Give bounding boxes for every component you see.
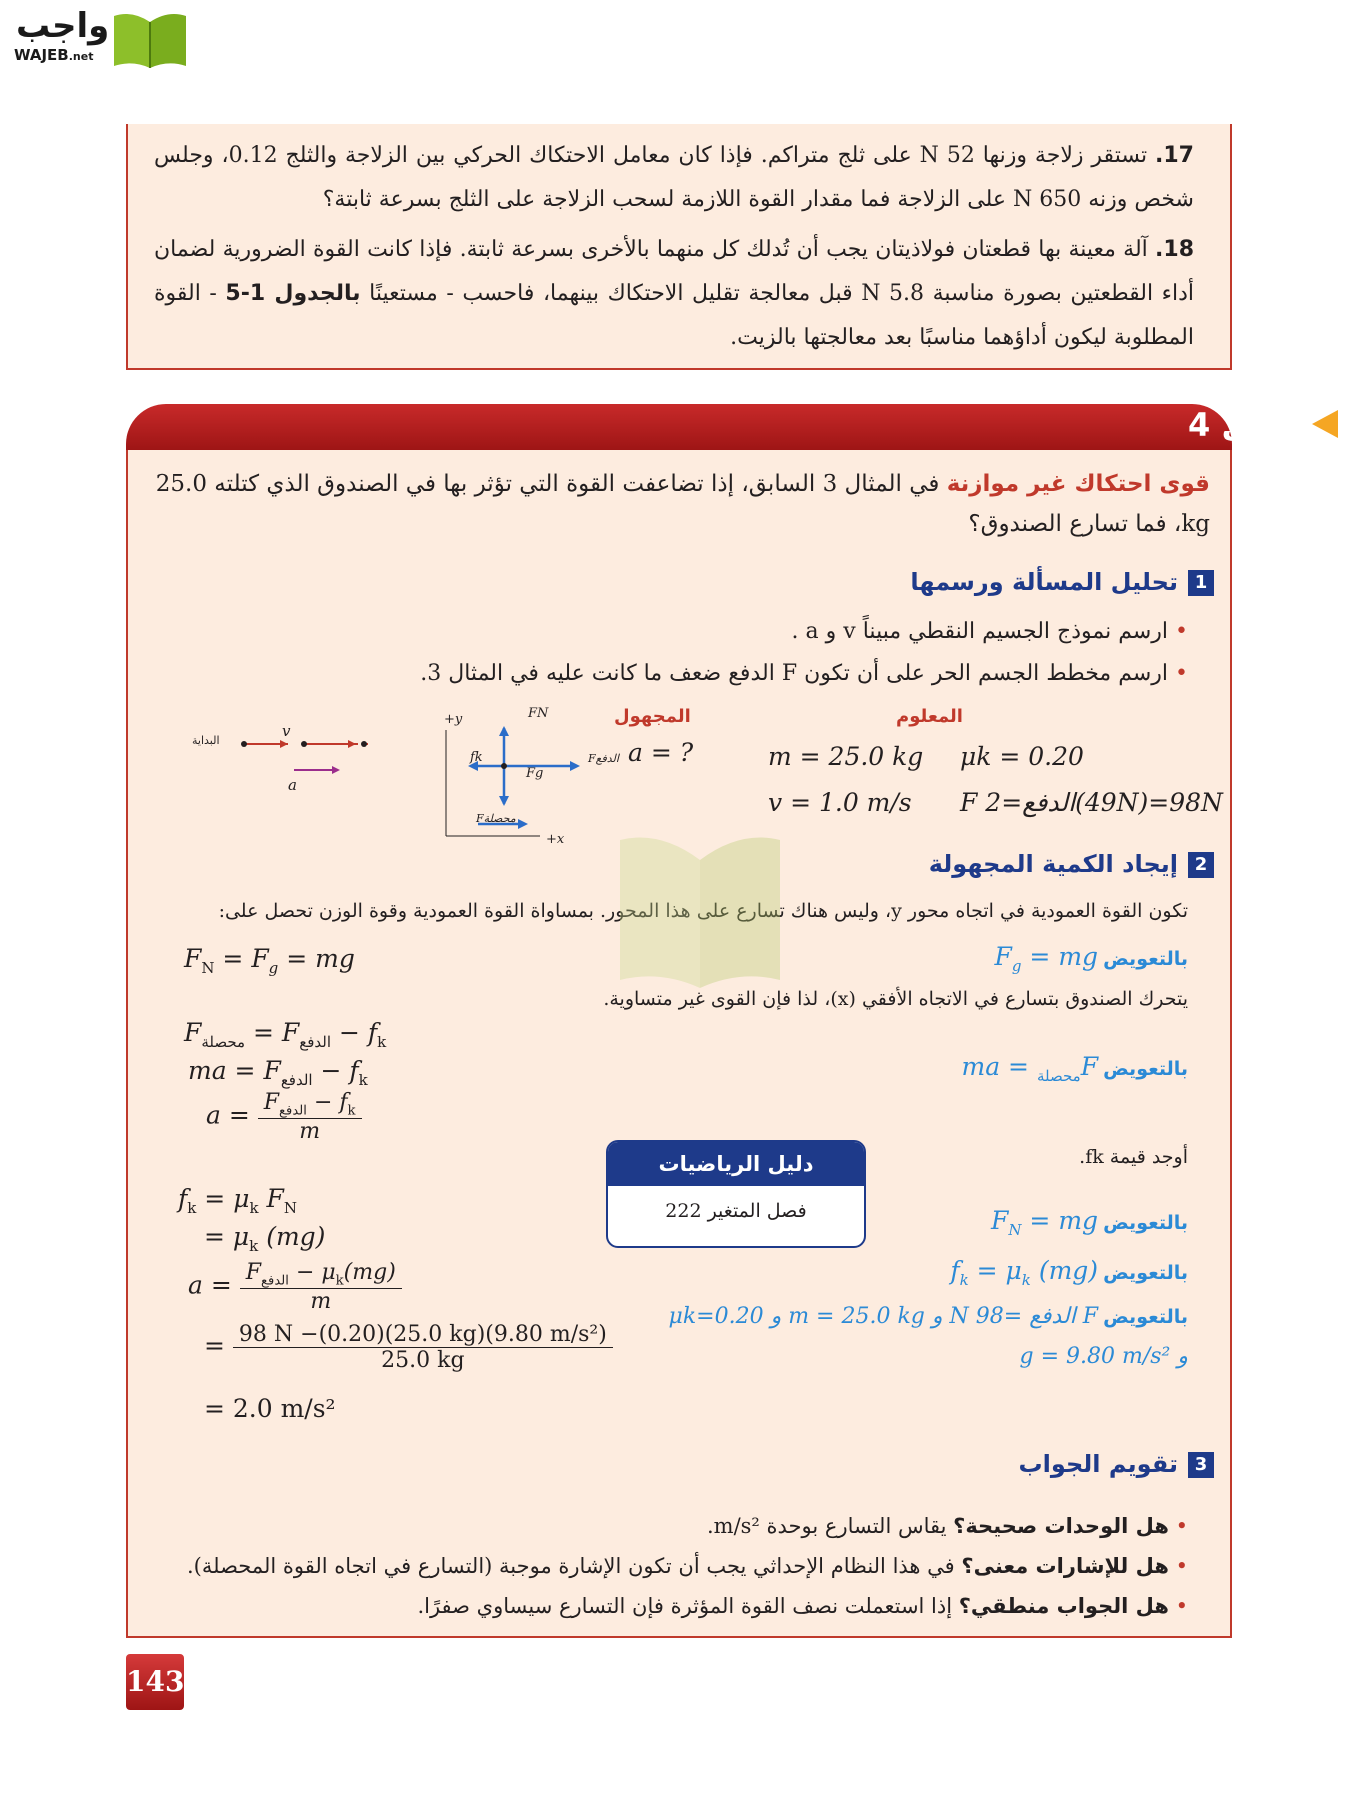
eq-a-frac: a = $\frac{F_{الدفع} - f_k}{m}$ [206, 1090, 362, 1144]
problem-text: آلة معينة بها قطعتان فولاذيتان يجب أن تُدلك كل منهما بالأخرى بسرعة ثابتة. فإذا كانت القوة الضرورية لضمان أداء القطعتين بصورة مناسبة 5.8 N قبل معالجة تقليل الاحتكاك بينهما، فاحسب - مستعينًا [154, 237, 1194, 306]
step-title: تحليل المسألة ورسمها [910, 568, 1178, 596]
step-title: إيجاد الكمية المجهولة [928, 850, 1178, 878]
example-header-bar [126, 404, 1232, 450]
problem-number: 17. [1155, 143, 1194, 168]
table-reference: بالجدول 1-5 [225, 281, 361, 306]
subst-values-text: F الدفع =98 N و m = 25.0 kg و μk=0.20 [668, 1304, 1099, 1329]
unknown-label: المجهول [614, 706, 691, 727]
problem-17 [154, 134, 1194, 222]
subst-eq: $F_{محصلة}$ = ma [961, 1052, 1099, 1085]
step-number: 2 [1188, 852, 1214, 878]
work-denominator: 25.0 kg [381, 1348, 465, 1373]
math-guide-title: دليل الرياضيات [608, 1142, 864, 1186]
unknown-a: a = ? [628, 738, 694, 767]
subst-fk [950, 1256, 1188, 1289]
known-mass: m = 25.0 kg [768, 742, 924, 771]
site-logo[interactable] [10, 6, 190, 72]
subst-eq: $F_g$ = mg [994, 942, 1099, 975]
step2-paragraph-2: يتحرك الصندوق بتسارع في الاتجاه الأفقي (x)، لذا فإن القوى غير متساوية. [603, 988, 1188, 1010]
subst-label: بالتعويض [1103, 948, 1188, 970]
subst-fnet [961, 1052, 1188, 1085]
check-item [707, 1506, 1188, 1546]
fn-label: FN [528, 706, 549, 721]
check-item [417, 1586, 1188, 1626]
watermark-logo [440, 830, 940, 990]
step1-heading [910, 568, 1214, 596]
eq-numeric: = $\frac{\text{98 N −(0.20)(25.0 kg)(9.80 m/s²)}}{25.0 kg}$ [204, 1322, 613, 1373]
logo-suffix: .net [68, 50, 94, 63]
check-question: هل الجواب منطقي؟ [958, 1594, 1169, 1618]
example-box [126, 450, 1232, 1638]
eq-fnet: $F_{محصلة} = F_{الدفع} - f_k$ [184, 1018, 387, 1051]
subst-label: بالتعويض [1103, 1212, 1188, 1234]
v-label: v [282, 722, 291, 740]
step-title: تقويم الجواب [1018, 1450, 1178, 1478]
known-mu: μk = 0.20 [960, 742, 1084, 771]
subst-values [669, 1304, 1188, 1329]
fpush-label: Fالدفع [588, 752, 619, 765]
eq-fk-mu-mg: = $\mu_k$ (mg) [204, 1222, 326, 1255]
problem-text-end: - القوة المطلوبة ليكون أداؤهما مناسبًا بعد معالجتها بالزيت. [154, 281, 1194, 350]
logo-arabic: واجب [16, 6, 110, 46]
fg-label: Fg [526, 766, 544, 781]
example-lead: قوى احتكاك غير موازنة [946, 471, 1210, 497]
problem-text: تستقر زلاجة وزنها 52 N على ثلج متراكم. فإذا كان معامل الاحتكاك الحركي بين الزلاجة والثلج 0.12، وجلس شخص وزنه 650 N على الزلاجة فما مقدار القوة اللازمة لسحب الزلاجة على الثلج بسرعة ثابتة؟ [154, 143, 1194, 212]
example-question: في المثال 3 السابق، إذا تضاعفت القوة التي تؤثر بها في الصندوق الذي كتلته 25.0 kg، فما تسارع الصندوق؟ [155, 471, 1210, 537]
problem-number: 18. [1155, 237, 1195, 262]
subst-label: بالتعويض [1103, 1058, 1188, 1080]
step1-bullet: • ارسم نموذج الجسيم النقطي مبيناً v و a . [792, 612, 1188, 652]
subst-fg [995, 942, 1188, 975]
check-answer: إذا استعملت نصف القوة المؤثرة فإن التسارع سيساوي صفرًا. [417, 1594, 959, 1618]
check-question: هل الوحدات صحيحة؟ [953, 1514, 1169, 1538]
subst-eq: $F_N$ = mg [991, 1206, 1099, 1239]
step-number: 1 [1188, 570, 1214, 596]
subst-eq: $f_k = \mu_k$ (mg) [950, 1256, 1099, 1289]
example-title: مثال 4 [1187, 406, 1294, 444]
check-answer: في هذا النظام الإحداثي يجب أن تكون الإشارة موجبة (التسارع في اتجاه القوة المحصلة). [186, 1554, 962, 1578]
check-answer: يقاس التسارع بوحدة m/s². [706, 1514, 954, 1538]
book-icon [110, 8, 190, 70]
subst-fn [991, 1206, 1188, 1239]
start-label: البداية [192, 734, 220, 747]
a-label: a [288, 776, 297, 794]
eq-ma: ma = $F_{الدفع} - f_k$ [188, 1056, 368, 1089]
problem-18 [154, 228, 1194, 360]
fnet-label: Fمحصلة [476, 812, 516, 825]
step2-heading [929, 850, 1214, 878]
play-arrow-icon [1312, 410, 1338, 438]
known-force: F الدفع=2(49N)=98N [960, 788, 1223, 817]
practice-problems-box [126, 124, 1232, 370]
known-label: المعلوم [896, 706, 963, 727]
plus-x-label: +x [546, 832, 565, 847]
math-guide-box[interactable] [606, 1140, 866, 1248]
logo-latin-text: WAJEB [14, 46, 69, 64]
subst-label: بالتعويض [1103, 1306, 1188, 1328]
free-body-diagram [436, 726, 626, 846]
eq-a-mu: a = $\frac{F_{الدفع} - \mu_k(mg)}{m}$ [188, 1260, 402, 1314]
logo-latin [14, 46, 93, 64]
page-number: 143 [126, 1654, 184, 1710]
motion-diagram [188, 720, 368, 790]
check-item [187, 1546, 1188, 1586]
subst-label: بالتعويض [1103, 1262, 1188, 1284]
subst-g: و g = 9.80 m/s² [1019, 1344, 1188, 1369]
step2-paragraph-3: أوجد قيمة fk. [1079, 1146, 1188, 1168]
check-question: هل للإشارات معنى؟ [961, 1554, 1169, 1578]
plus-y-label: +y [444, 712, 463, 727]
step-number: 3 [1188, 1452, 1214, 1478]
example-intro [150, 464, 1210, 544]
math-guide-body: فصل المتغير 222 [665, 1200, 807, 1222]
step2-paragraph-1: تكون القوة العمودية في اتجاه محور y، وليس هناك تسارع على هذا المحور. بمساواة القوة العمودية وقوة الوزن تحصل على: [218, 900, 1188, 922]
fk-label: fk [470, 750, 483, 765]
known-velocity: v = 1.0 m/s [768, 788, 912, 817]
work-numerator: 98 N −(0.20)(25.0 kg)(9.80 m/s²) [233, 1322, 613, 1348]
step3-heading [1019, 1450, 1214, 1478]
step1-bullet: • ارسم مخطط الجسم الحر على أن تكون F الدفع ضعف ما كانت عليه في المثال 3. [420, 654, 1188, 694]
eq-fn-fg-mg: $F_N = F_g$ = mg [184, 944, 355, 977]
eq-result: = 2.0 m/s² [204, 1394, 336, 1423]
eq-fk-mu-fn: $f_k = \mu_k$ $F_N$ [178, 1184, 297, 1217]
